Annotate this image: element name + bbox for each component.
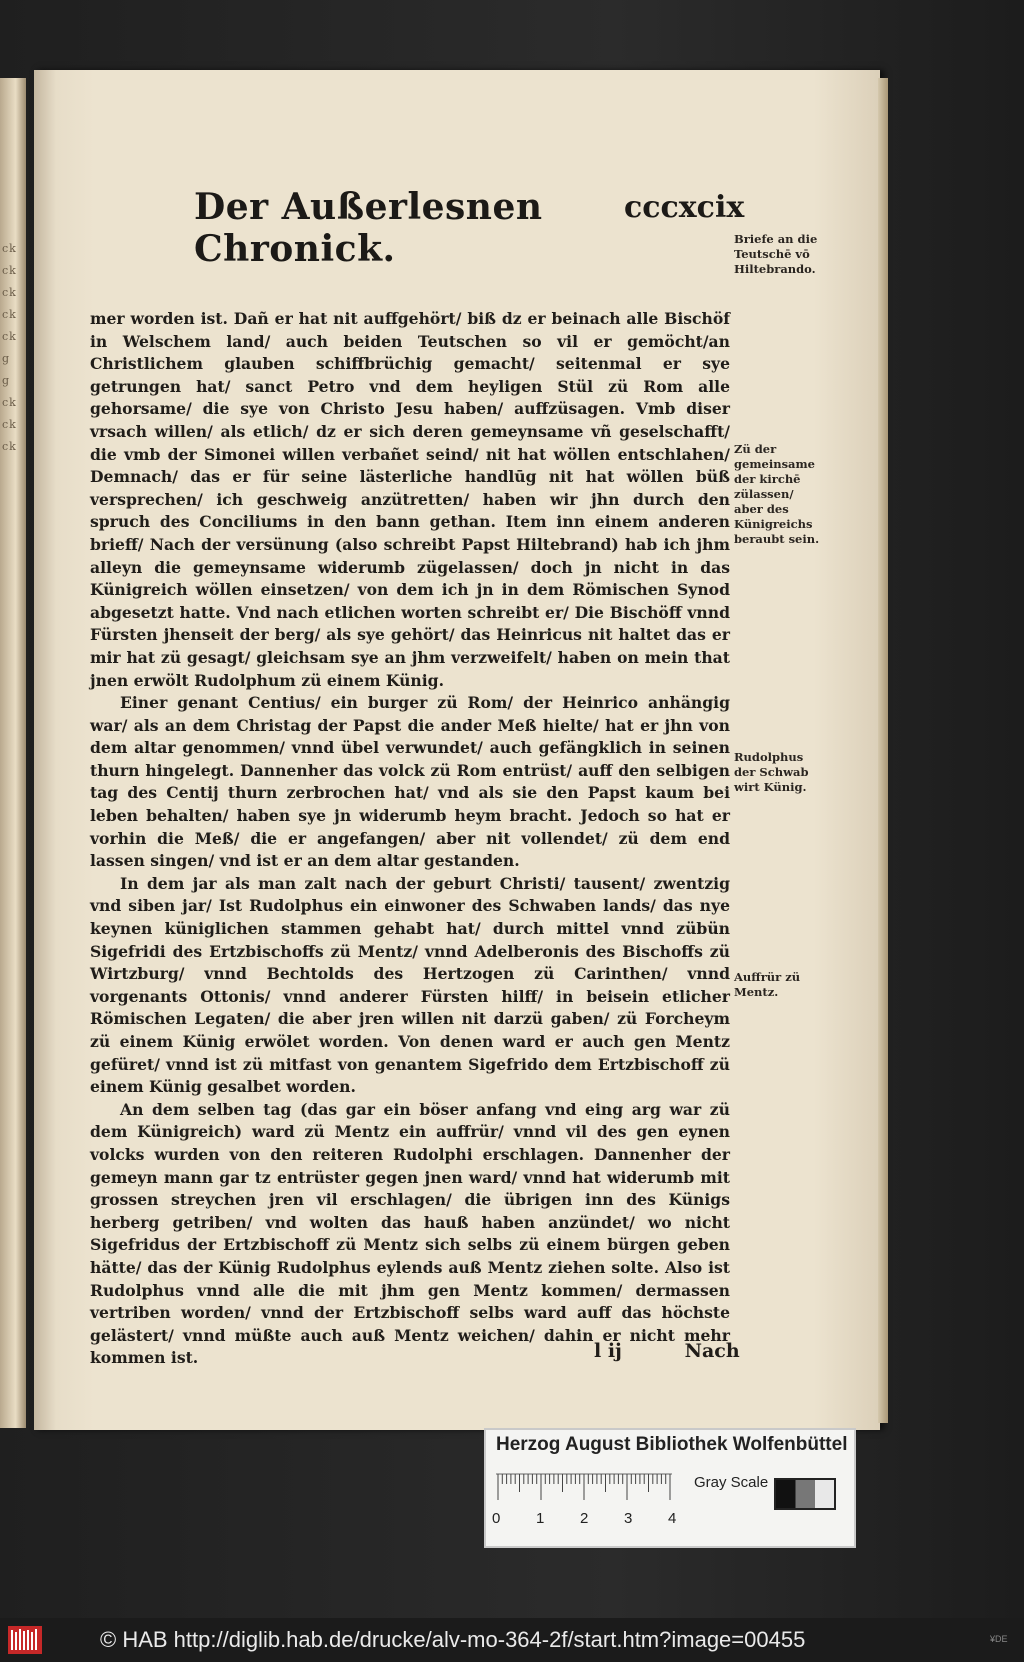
ruler-label: 3 (624, 1510, 633, 1527)
ruler-label: 0 (492, 1510, 501, 1527)
previous-page-edge (0, 78, 26, 1428)
page-footer-line (594, 1340, 740, 1362)
folio-number: cccxcix (624, 190, 745, 225)
running-head-title: Der Außerlesnen Chronick. (194, 186, 543, 270)
previous-page-edge-text: ck ck ck ck ck g g ck ck ck (2, 242, 17, 453)
paragraph: Einer genant Centius/ ein burger zü Rom/ der Heinrico anhängig war/ als an dem Christag der Papst die ander Meß hielte/ hat er jhn von dem altar genommen/ vnnd übel verwundet/ auch gefängklich in seinen thurn hingelegt. Dannenher das volck zü Rom entrüst/ auff den selbigen tag des Centij thurn zerbrochen hat/ vnd als sie den Papst kaum bei leben behalten/ haben sye jn widerumb heym bracht. Jedoch so hat er vorhin die Meß/ die er angefangen/ aber nit vollendet/ zü dem end lassen singen/ vnd ist er an dem altar gestanden. (90, 693, 730, 871)
book-page (34, 70, 880, 1430)
ruler-label: 2 (580, 1510, 589, 1527)
hab-logo-icon (8, 1626, 42, 1654)
scale-card (484, 1428, 856, 1548)
running-head (154, 180, 745, 270)
ruler (496, 1472, 672, 1502)
paragraph: An dem selben tag (das gar ein böser anfang vnd eing arg war zü dem Künigreich) ward zü Mentz ein auffrür/ vnnd vil des gen eynen volcks wurden von den reiteren Rudolphi erschlagen. Dannenher der gemeyn mann gar tz entrüster gegen jnen ward/ vnnd hat widerumb mit grossen streychen jren vil erschlagen/ die übrigen inn des Künigs herberg getriben/ vnd wolten das hauß haben anzündet/ wo nicht Sigefridus der Ertzbischoff zü Mentz sich selbs zü einem bürgen geben hätte/ das der Künig Rudolphus eylends auß Mentz ziehen solte. Also ist Rudolphus vnnd alle die mit jhm gen Mentz kommen/ dermassen vertriben worden/ vnnd der Ertzbischoff selbs ward auff das höchste gelästert/ vnnd müßte auch auß Mentz weichen/ dahin er nicht mehr kommen ist. (90, 1099, 730, 1368)
footer-mark: ¥DE (990, 1634, 1008, 1644)
margin-note: Auffrür zü Mentz. (734, 970, 801, 999)
signature-mark: l ij (594, 1340, 622, 1362)
paragraph: mer worden ist. Dañ er hat nit auffgehört/ biß dz er beinach alle Bischöf in Welschem land/ auch beiden Teutschen so vil er gemöcht/an Christlichem glauben schiffbrüchig gemacht/ seitenmal er sye getrungen hat/ sanct Petro vnd dem heyligen Stül zü Rom alle gehorsame/ die sye von Christo Jesu haben/ auffzüsagen. Vmb diser vrsach willen/ als etlich/ dz er sich deren gemeynsame vñ geselschafft/ die vmb der Simonei willen verbañet seind/ nit hat wöllen entschlahen/ Demnach/ das er für seine lästerliche handlūg nit hat wöllen büß versprechen/ ich geschweig anzütretten/ haben wir jhn durch den spruch des Conciliums in den bann gethan. Item inn einem anderen brieff/ Nach der versünung (also schreibt Papst Hiltebrand) hab ich jhm alleyn die gemeynsame widerumb zügelassen/ doch jn nicht in das Künigreich wöllen einsetzen/ von dem ich jn in dem Römischen Synod abgesetzt hatte. Vnd nach etlichen worten schreibt er/ Die Bischöff vnnd Fürsten jhenseit der berg/ als sye gehört/ das Heinricus nit haltet das er mir hat zü gesagt/ gleichsam sye an jhm verzweifelt/ haben on mein that jnen erwölt Rudolphum zü einem Künig. (90, 309, 730, 690)
ruler-label: 4 (668, 1510, 677, 1527)
catchword: Nach (684, 1340, 740, 1362)
scale-card-title: Herzog August Bibliothek Wolfenbüttel (496, 1434, 848, 1455)
gray-scale-swatch (774, 1478, 836, 1510)
footer-url-link[interactable]: © HAB http://diglib.hab.de/drucke/alv-mo-364-2f/start.htm?image=00455 (100, 1627, 806, 1652)
ruler-label: 1 (536, 1510, 545, 1527)
margin-note: Zü der gemeinsame der kirchē zülassen/ aber des Künigreichs beraubt sein. (734, 442, 820, 546)
margin-note: Rudolphus der Schwab wirt Künig. (734, 750, 809, 794)
page-stack-edge (878, 78, 888, 1423)
footer-bar (0, 1618, 1024, 1662)
ruler-labels (492, 1510, 682, 1530)
margin-note: Briefe an die Teutschē vō Hiltebrando. (734, 232, 818, 276)
paragraph: In dem jar als man zalt nach der geburt Christi/ tausent/ zwentzig vnd siben jar/ Ist Rudolphus ein einwoner des Schwaben lands/ das nye keynen küniglichen stammen gehabt hat/ durch mittel vnnd zübün Sigefridi des Ertzbischoffs zü Mentz/ vnnd Adelberonis des Bischoffs zü Wirtzburg/ vnnd Bechtolds des Hertzogen zü Carinthen/ vnnd vorgenants Ottonis/ vnnd anderer Fürsten hilff/ in beisein etlicher Römischen Legaten/ die aber jren willen nit darzü gaben/ zü Forcheym zü einem Künig erwölet worden. Von denen ward er auch gen Mentz gefüret/ vnnd ist zü mitfast von genantem Sigefrido dem Ertzbischoff zü einem Künig gesalbet worden. (90, 873, 730, 1097)
gray-scale-label: Gray Scale (694, 1474, 769, 1491)
